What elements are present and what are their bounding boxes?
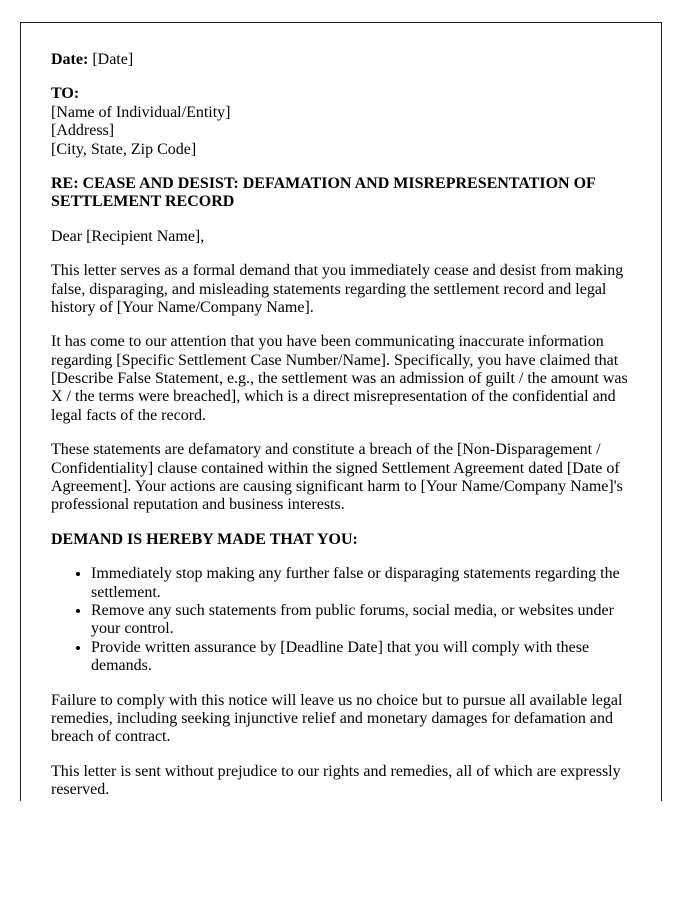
body-paragraph-3: These statements are defamatory and constitute a breach of the [Non-Disparagement / Confidentiality] clause contained within the signed Settlement Agreement dated [Date of Agreement]. Your actions are causing significant harm to [Your Name/Company Name]'s professional reputation and business interests. <box>51 441 623 514</box>
letter-container <box>20 22 662 801</box>
subject-text: RE: CEASE AND DESIST: DEFAMATION AND MISREPRESENTATION OF SETTLEMENT RECORD <box>51 174 596 211</box>
demand-list <box>51 565 635 675</box>
demand-item: • Provide written assurance by [Deadline Date] that you will comply with these demands. <box>91 639 635 676</box>
demand-item: • Remove any such statements from public forums, social media, or websites under your control. <box>91 602 635 639</box>
recipient-address-line: [Address] <box>51 122 115 140</box>
closing-paragraph-2: This letter is sent without prejudice to our rights and remedies, all of which are expressly reserved. <box>51 762 621 799</box>
date-value: [Date] <box>92 51 134 68</box>
subject-line <box>51 175 635 212</box>
recipient-city-line: [City, State, Zip Code] <box>51 140 197 158</box>
demand-heading <box>51 531 635 549</box>
salutation: Dear [Recipient Name], <box>51 227 205 245</box>
demand-heading-text: DEMAND IS HEREBY MADE THAT YOU: <box>51 530 358 548</box>
date-line <box>51 51 635 69</box>
recipient-name-line: [Name of Individual/Entity] <box>51 103 231 121</box>
to-label: TO: <box>51 85 80 103</box>
body-paragraph-2: It has come to our attention that you have been communicating inaccurate information regarding [Specific Settlement Case Number/Name]. Specifically, you have claimed that [Describe False Statement, e.g., the settlement was an admission of guilt / the amount was X / the terms were breached], which is a direct misrepresentation of the confidential and legal facts of the record. <box>51 333 628 424</box>
recipient-block <box>51 85 635 159</box>
demand-item: • Immediately stop making any further false or disparaging statements regarding the settlement. <box>91 565 635 602</box>
date-label: Date: <box>51 51 89 68</box>
body-paragraph-1: This letter serves as a formal demand that you immediately cease and desist from making false, disparaging, and misleading statements regarding the settlement record and legal history of [Your Name/Company Name]. <box>51 262 624 316</box>
closing-paragraph-1: Failure to comply with this notice will leave us no choice but to pursue all available legal remedies, including seeking injunctive relief and monetary damages for defamation and breach of contract. <box>51 691 623 746</box>
